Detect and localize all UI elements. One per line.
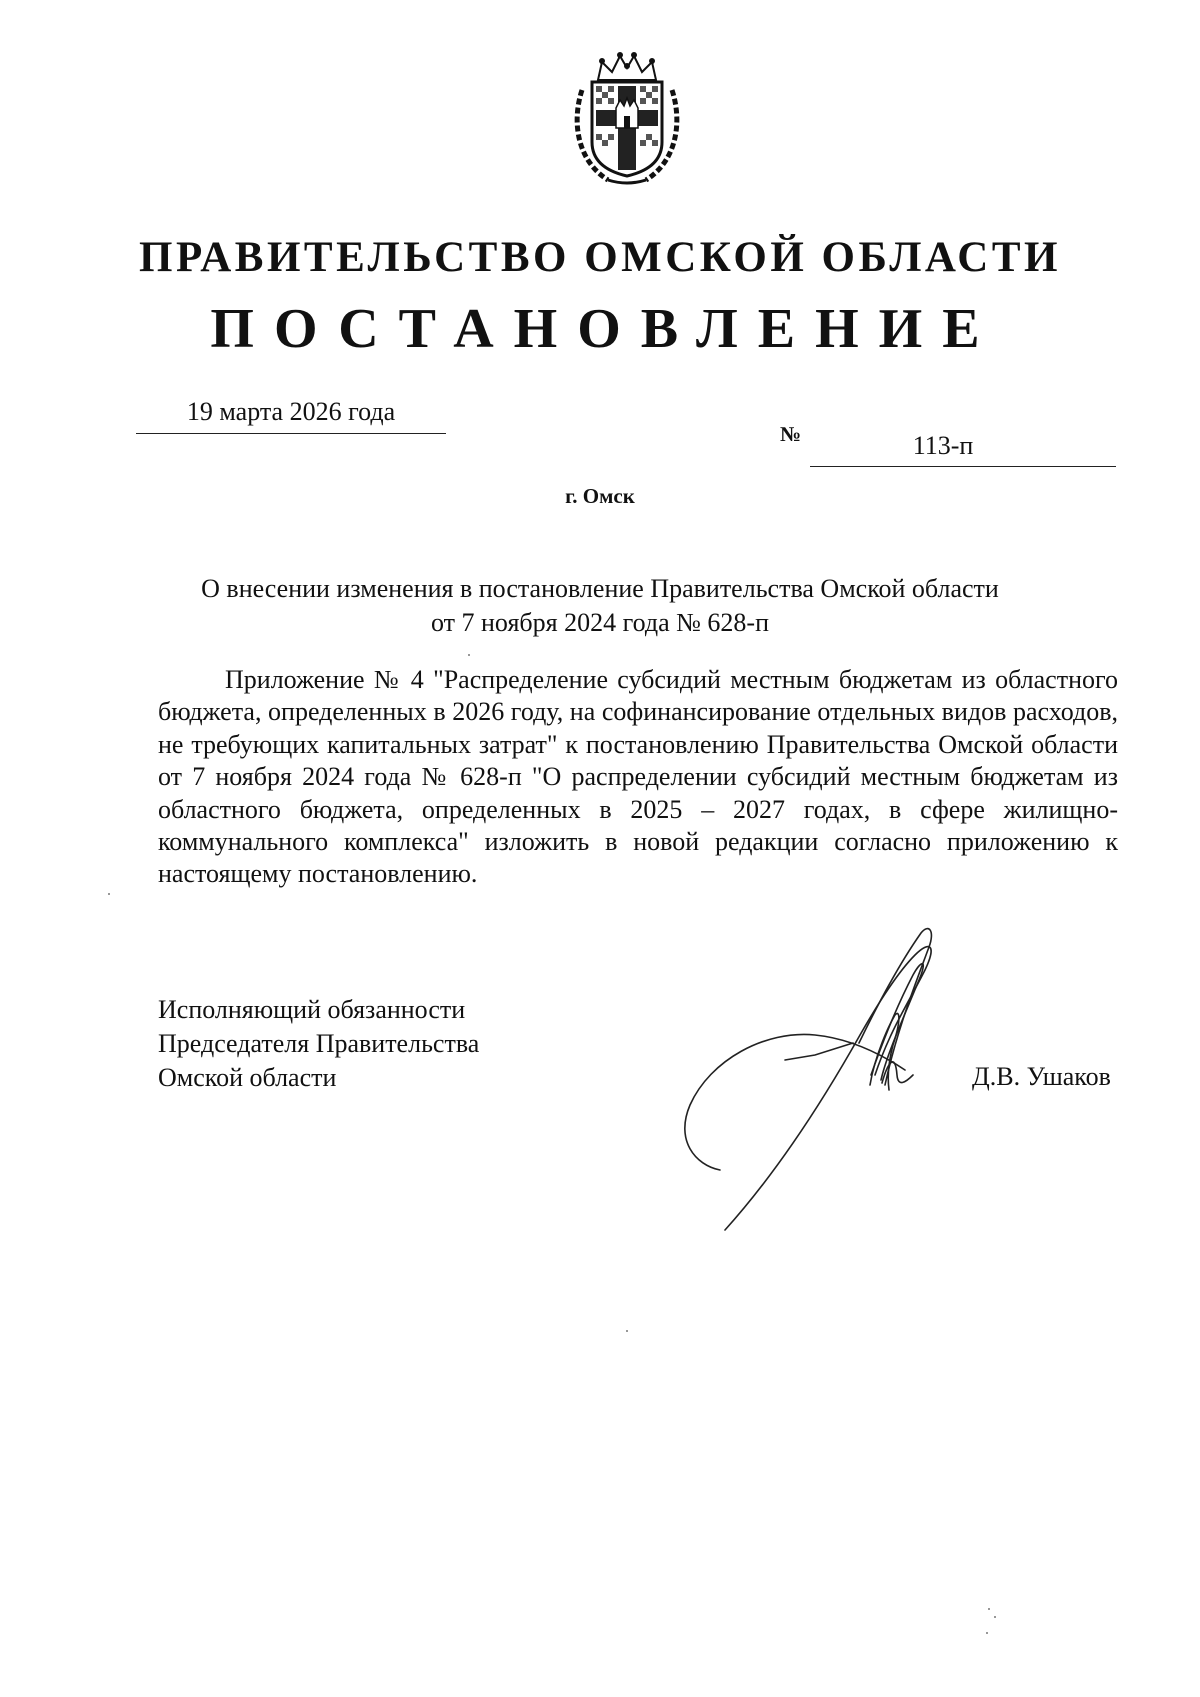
scan-speck (988, 1608, 990, 1610)
document-number: 113-п (912, 431, 974, 460)
number-sign: № (780, 422, 802, 446)
handwritten-signature (675, 925, 1005, 1235)
scan-speck (626, 1330, 628, 1332)
coat-of-arms-icon (568, 50, 686, 186)
signatory-name: Д.В. Ушаков (972, 1062, 1111, 1091)
government-title: ПРАВИТЕЛЬСТВО ОМСКОЙ ОБЛАСТИ (139, 234, 1061, 281)
signatory-role-line-3: Омской области (158, 1063, 337, 1092)
signatory-role-line-2: Председателя Правительства (158, 1029, 480, 1058)
subject-line-1: О внесении изменения в постановление Правительства Омской области (201, 574, 999, 603)
document-subject (140, 572, 1060, 640)
document-type-title: ПОСТАНОВЛЕНИЕ (210, 298, 1000, 360)
subject-line-2: от 7 ноября 2024 года № 628-п (431, 608, 769, 637)
body-paragraph: Приложение № 4 "Распределение субсидий местным бюджетам из областного бюджета, определенных в 2026 году, на софинансирование отдельных видов расходов, не требующих капитальных затрат" к постановлению Правительства Омской области от 7 ноября 2024 года № 628-п "О распределении субсидий местным бюджетам из областного бюджета, определенных в 2025 – 2027 годах, в сфере жилищно-коммунального комплекса" изложить в новой редакции согласно приложению к настоящему постановлению. (158, 665, 1118, 889)
number-underline (810, 466, 1116, 467)
scan-speck (994, 1616, 996, 1618)
scan-speck (468, 654, 470, 656)
scan-speck (108, 893, 110, 895)
city-name: г. Омск (565, 484, 635, 508)
date-underline (136, 433, 446, 434)
scan-speck (986, 1632, 988, 1634)
signatory-role (158, 993, 479, 1095)
document-date: 19 марта 2026 года (186, 397, 396, 426)
signatory-role-line-1: Исполняющий обязанности (158, 995, 466, 1024)
